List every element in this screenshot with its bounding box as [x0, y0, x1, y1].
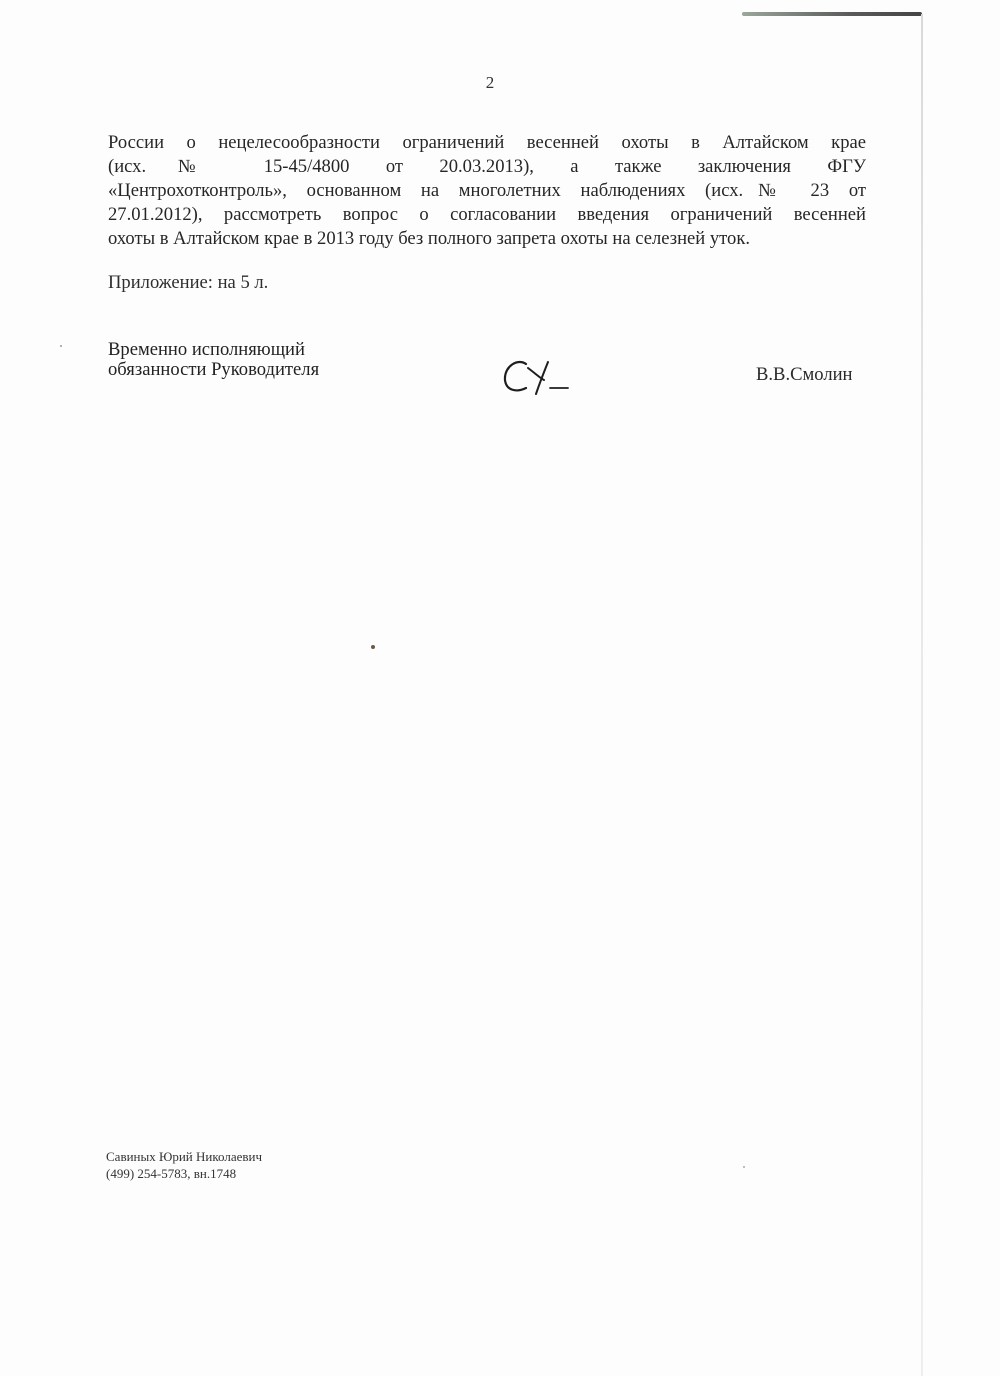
body-line: «Центрохотконтроль», основанном на многолетних наблюдениях (исх.№ 23 от — [108, 180, 866, 201]
body-paragraph — [108, 131, 866, 251]
executor-block — [106, 1148, 262, 1182]
scan-speck — [371, 645, 375, 649]
body-line: 27.01.2012), рассмотреть вопрос о согласовании введения ограничений весенней — [108, 204, 866, 225]
attachment-note: Приложение: на 5 л. — [108, 272, 269, 293]
body-line: (исх.№ 15-45/4800 от 20.03.2013), а также заключения ФГУ — [108, 156, 866, 177]
scan-artifact-top — [742, 12, 922, 16]
page-number: 2 — [485, 73, 495, 92]
body-line: России о нецелесообразности ограничений весенней охоты в Алтайском крае — [108, 132, 866, 153]
scan-artifact-right — [921, 14, 923, 1376]
signatory-position-line: Временно исполняющий — [108, 339, 305, 360]
scan-speck — [743, 1166, 745, 1168]
scan-speck — [60, 345, 62, 347]
signatory-position — [108, 340, 319, 380]
signer-name: В.В.Смолин — [756, 364, 853, 385]
executor-phone: (499) 254-5783, вн.1748 — [106, 1166, 237, 1181]
signatory-position-line: обязанности Руководителя — [108, 359, 320, 380]
handwritten-signature — [496, 350, 586, 400]
body-line: охоты в Алтайском крае в 2013 году без полного запрета охоты на селезней уток. — [108, 228, 751, 249]
executor-name: Савиных Юрий Николаевич — [106, 1149, 262, 1164]
